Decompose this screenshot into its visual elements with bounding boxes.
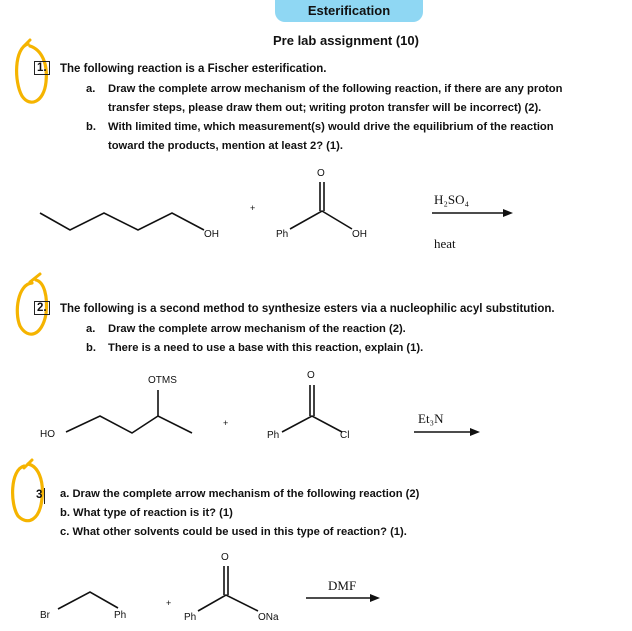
q1-number: 1. (34, 61, 50, 75)
q1-a-line2: transfer steps, please draw them out; writing proton transfer will be incorrect) (2). (108, 102, 542, 114)
q3-o: O (221, 552, 229, 563)
q3-c-text: c. What other solvents could be used in this type of reaction? (1). (60, 526, 407, 538)
q1-b-label: b. (86, 121, 96, 133)
document-title: Esterification (275, 0, 423, 22)
q2-a-label: a. (86, 323, 96, 335)
q2-o: O (307, 370, 315, 381)
q3-ph1: Ph (114, 610, 127, 621)
q1-b-line1: With limited time, which measurement(s) would drive the equilibrium of the reaction (108, 121, 554, 133)
q1-acid-ph: Ph (276, 229, 289, 240)
q2-otms: OTMS (148, 375, 177, 386)
q2-number: 2. (34, 301, 50, 315)
q3-plus: + (166, 598, 172, 608)
document-subtitle: Pre lab assignment (10) (273, 33, 419, 48)
q1-b-line2: toward the products, mention at least 2? (1). (108, 140, 343, 152)
acid-chloride-skeleton (282, 416, 342, 432)
q2-b-label: b. (86, 342, 96, 354)
q2-b-text: There is a need to use a base with this reaction, explain (1). (108, 342, 424, 354)
q3-a-text: a. Draw the complete arrow mechanism of the following reaction (2) (60, 488, 420, 500)
q3-reagent-above: DMF (328, 578, 357, 593)
q2-ph: Ph (267, 430, 280, 441)
q1-reagent-above: H₂SO₄ (434, 192, 470, 207)
q1-reagent-below: heat (434, 236, 456, 251)
q3-br: Br (40, 610, 50, 621)
q3-b-text: b. What type of reaction is it? (1) (60, 507, 233, 519)
q2-a-text: Draw the complete arrow mechanism of the reaction (2). (108, 323, 406, 335)
q2-reagent-above: Et₃N (418, 411, 444, 426)
benzyl-bromide-skeleton (58, 592, 118, 609)
q1-a-line1: Draw the complete arrow mechanism of the following reaction, if there are any proton (108, 83, 563, 95)
arrow-3-head (370, 594, 380, 602)
q1-acid-oh: OH (352, 229, 367, 240)
otms-alcohol-skeleton (66, 416, 192, 433)
acid-skeleton (290, 211, 352, 229)
q3-number-divider (44, 488, 45, 504)
hexanol-skeleton (40, 213, 204, 230)
q1-stem: The following reaction is a Fischer esterification. (60, 63, 327, 75)
q2-stem: The following is a second method to synthesize esters via a nucleophilic acyl substitution. (60, 303, 555, 315)
q2-plus: + (223, 418, 229, 428)
q3-ph2: Ph (184, 612, 197, 623)
q3-ona: ONa (258, 612, 279, 623)
q1-plus: + (250, 203, 256, 213)
q1-alcohol-oh: OH (204, 229, 219, 240)
q2-cl: Cl (340, 430, 350, 441)
q1-a-label: a. (86, 83, 96, 95)
q1-acid-o: O (317, 168, 325, 179)
arrow-2-head (470, 428, 480, 436)
carboxylate-skeleton (198, 595, 258, 611)
arrow-1-head (503, 209, 513, 217)
q3-number: 3 (36, 489, 43, 501)
q2-ho: HO (40, 429, 55, 440)
